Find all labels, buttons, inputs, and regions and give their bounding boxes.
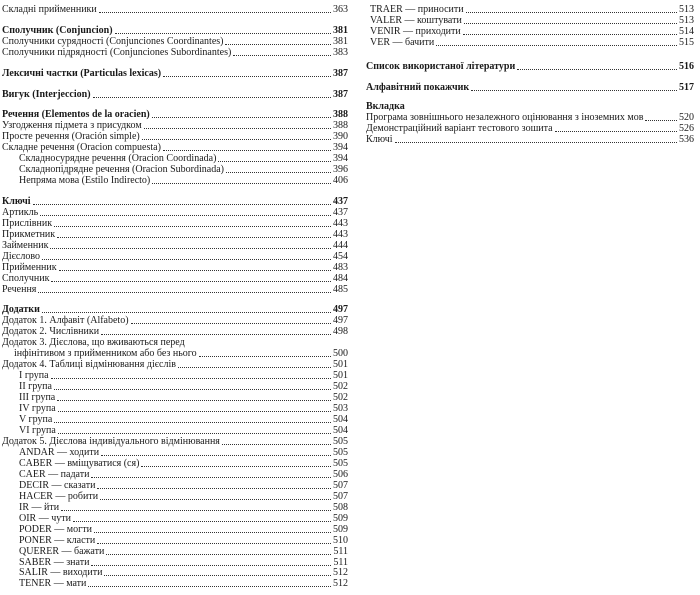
toc-page-number: 406 <box>333 175 348 186</box>
toc-entry-title: Прийменник <box>2 262 57 273</box>
toc-leader-dots <box>218 161 331 162</box>
toc-leader-dots <box>131 323 331 324</box>
toc-entry-title: Сполучник <box>2 273 50 284</box>
toc-leader-dots <box>51 378 331 379</box>
toc-entry <box>19 447 348 458</box>
toc-entry <box>366 112 694 123</box>
toc-page-number: 443 <box>333 218 348 229</box>
toc-page-number: 520 <box>679 112 694 123</box>
toc-leader-dots <box>225 44 331 45</box>
toc-entry-title: TENER — мати <box>19 578 87 589</box>
toc-entry-title: Програма зовнішнього незалежного оцінювання з іноземних мов <box>366 112 644 123</box>
toc-page-number: 387 <box>333 68 348 79</box>
toc-entry-title: SALIR — виходити <box>19 567 103 578</box>
toc-leader-dots <box>42 259 331 260</box>
toc-entry <box>2 273 348 284</box>
toc-entry-title: Сполучники сурядності (Conjunciones Coordinantes) <box>2 36 224 47</box>
toc-page-number: 381 <box>333 25 348 36</box>
toc-page-number: 504 <box>333 425 348 436</box>
toc-entry-title: Алфавітний покажчик <box>366 82 470 93</box>
toc-entry <box>19 502 348 513</box>
toc-page-number: 511 <box>333 546 348 557</box>
toc-page-number: 396 <box>333 164 348 175</box>
toc-entry <box>19 567 348 578</box>
toc-leader-dots <box>38 292 331 293</box>
toc-entry <box>2 68 348 79</box>
toc-leader-dots <box>57 400 331 401</box>
toc-leader-dots <box>141 466 331 467</box>
toc-entry-title: Дієслово <box>2 251 40 262</box>
toc-entry <box>19 469 348 480</box>
toc-page-number: 443 <box>333 229 348 240</box>
toc-page-number: 390 <box>333 131 348 142</box>
toc-leader-dots <box>100 499 331 500</box>
toc-entry-title: Ключі <box>366 134 393 145</box>
toc-entry-title: Додаток 1. Алфавіт (Alfabeto) <box>2 315 129 326</box>
toc-page-number: 506 <box>333 469 348 480</box>
toc-page-number: 500 <box>333 348 348 359</box>
toc-leader-dots <box>58 411 331 412</box>
toc-page-number: 502 <box>333 392 348 403</box>
toc-leader-dots <box>163 150 331 151</box>
toc-page-number: 511 <box>333 557 348 568</box>
toc-entry-title: III група <box>19 392 56 403</box>
toc-entry-title: HACER — робити <box>19 491 99 502</box>
toc-entry <box>19 370 348 381</box>
toc-entry <box>2 218 348 229</box>
toc-entry-title: I група <box>19 370 49 381</box>
toc-entry <box>2 4 348 15</box>
toc-entry <box>19 458 348 469</box>
toc-entry-title: Речення (Elementos de la oracien) <box>2 109 150 120</box>
toc-entry <box>2 436 348 447</box>
toc-page-number: 510 <box>333 535 348 546</box>
toc-entry-title: QUERER — бажати <box>19 546 105 557</box>
toc-entry-title: інфінітивом з прийменником або без нього <box>14 348 197 359</box>
toc-entry-title: PONER — класти <box>19 535 96 546</box>
toc-leader-dots <box>54 226 331 227</box>
toc-page-number: 536 <box>679 134 694 145</box>
toc-leader-dots <box>106 554 331 555</box>
toc-entry <box>2 304 348 315</box>
toc-entry <box>19 403 348 414</box>
toc-page-number: 513 <box>679 4 694 15</box>
toc-leader-dots <box>144 128 331 129</box>
toc-entry-title: IV група <box>19 403 56 414</box>
toc-leader-dots <box>222 444 331 445</box>
toc-entry <box>2 337 348 348</box>
toc-leader-dots <box>97 488 331 489</box>
toc-page-number: 517 <box>679 82 694 93</box>
toc-entry <box>2 47 348 58</box>
toc-page-number: 516 <box>679 61 694 72</box>
toc-leader-dots <box>57 237 331 238</box>
toc-leader-dots <box>54 422 331 423</box>
toc-entry-title: Додаток 2. Числівники <box>2 326 100 337</box>
toc-entry <box>370 4 694 15</box>
toc-entry <box>19 392 348 403</box>
toc-page-number: 501 <box>333 370 348 381</box>
toc-leader-dots <box>54 389 331 390</box>
toc-page-number: 497 <box>333 315 348 326</box>
toc-leader-dots <box>33 204 331 205</box>
toc-entry-title: Складносурядне речення (Oracion Coordinada) <box>19 153 217 164</box>
toc-page-number: 502 <box>333 381 348 392</box>
toc-page-number: 387 <box>333 89 348 100</box>
toc-entry-title: Сполучник (Conjuncion) <box>2 25 113 36</box>
toc-page-number: 507 <box>333 480 348 491</box>
toc-entry-title: VALER — коштувати <box>370 15 462 26</box>
toc-entry <box>19 546 348 557</box>
toc-leader-dots <box>178 367 331 368</box>
toc-leader-dots <box>91 477 331 478</box>
toc-entry-title: CAER — падати <box>19 469 90 480</box>
toc-entry-title: ANDAR — ходити <box>19 447 100 458</box>
toc-leader-dots <box>471 90 677 91</box>
toc-entry <box>370 26 694 37</box>
toc-page-number: 388 <box>333 120 348 131</box>
toc-page-number: 484 <box>333 273 348 284</box>
toc-entry-title: VER — бачити <box>370 37 435 48</box>
toc-page-number: 505 <box>333 447 348 458</box>
toc-page-number: 526 <box>679 123 694 134</box>
toc-page-number: 483 <box>333 262 348 273</box>
toc-entry-title: IR — йти <box>19 502 60 513</box>
toc-page-number: 505 <box>333 436 348 447</box>
toc-entry-title: SABER — знати <box>19 557 90 568</box>
toc-entry-title: Ключі <box>2 196 31 207</box>
toc-page-number: 497 <box>333 304 348 315</box>
toc-entry <box>19 535 348 546</box>
toc-entry <box>2 284 348 295</box>
toc-leader-dots <box>59 270 331 271</box>
toc-entry-title: TRAER — приносити <box>370 4 464 15</box>
toc-leader-dots <box>94 532 331 533</box>
toc-leader-dots <box>58 433 331 434</box>
toc-entry <box>19 480 348 491</box>
toc-leader-dots <box>99 12 331 13</box>
toc-page-number: 507 <box>333 491 348 502</box>
toc-entry-title: Складнопідрядне речення (Oracion Subordinada) <box>19 164 224 175</box>
toc-leader-dots <box>50 248 331 249</box>
toc-entry <box>19 414 348 425</box>
toc-leader-dots <box>395 142 677 143</box>
toc-leader-dots <box>152 183 331 184</box>
toc-entry-title: Непряма мова (Estilo Indirecto) <box>19 175 151 186</box>
toc-entry-title: OIR — чути <box>19 513 71 524</box>
toc-page-number: 394 <box>333 153 348 164</box>
toc-entry-title: Вкладка <box>366 101 405 112</box>
toc-leader-dots <box>40 215 331 216</box>
toc-page-number: 509 <box>333 524 348 535</box>
toc-leader-dots <box>73 521 331 522</box>
toc-leader-dots <box>93 97 331 98</box>
toc-entry-title: Вигук (Interjeccion) <box>2 89 91 100</box>
toc-leader-dots <box>104 575 331 576</box>
toc-page-number: 437 <box>333 207 348 218</box>
toc-entry-title: Узгодження підмета з присудком <box>2 120 142 131</box>
toc-page-number: 514 <box>679 26 694 37</box>
toc-entry-title: V група <box>19 414 53 425</box>
toc-entry-title: Список використаної літератури <box>366 61 516 72</box>
toc-entry-title: Артикль <box>2 207 39 218</box>
toc-page-number: 501 <box>333 359 348 370</box>
toc-entry <box>2 131 348 142</box>
toc-entry <box>2 25 348 36</box>
toc-entry <box>19 578 348 589</box>
toc-page-number: 381 <box>333 36 348 47</box>
toc-entry-title: Прикметник <box>2 229 56 240</box>
toc-entry-title: Додаток 5. Дієслова індивідуального відмінювання <box>2 436 220 447</box>
toc-entry-title: Речення <box>2 284 37 295</box>
toc-page-number: 485 <box>333 284 348 295</box>
toc-leader-dots <box>199 356 331 357</box>
toc-entry-title: Сполучники підрядності (Conjunciones Subordinantes) <box>2 47 232 58</box>
toc-leader-dots <box>152 117 331 118</box>
toc-entry-title: Складні прийменники <box>2 4 97 15</box>
toc-page-number: 503 <box>333 403 348 414</box>
toc-entry <box>2 196 348 207</box>
toc-entry <box>370 15 694 26</box>
toc-entry <box>2 326 348 337</box>
toc-entry <box>2 251 348 262</box>
toc-page-number: 394 <box>333 142 348 153</box>
toc-page-number: 509 <box>333 513 348 524</box>
toc-leader-dots <box>436 45 677 46</box>
toc-entry-title: VENIR — приходити <box>370 26 461 37</box>
toc-page-number: 512 <box>333 567 348 578</box>
toc-entry <box>366 134 694 145</box>
toc-entry <box>14 348 348 359</box>
toc-entry <box>19 175 348 186</box>
toc-entry-title: Займенник <box>2 240 49 251</box>
toc-entry-title: PODER — могти <box>19 524 92 535</box>
toc-entry <box>2 229 348 240</box>
toc-entry <box>2 109 348 120</box>
toc-entry <box>19 153 348 164</box>
toc-page-number: 498 <box>333 326 348 337</box>
toc-entry-title: Додатки <box>2 304 40 315</box>
toc-page-number: 504 <box>333 414 348 425</box>
toc-leader-dots <box>88 586 331 587</box>
toc-entry <box>19 491 348 502</box>
toc-page-number: 437 <box>333 196 348 207</box>
toc-entry <box>2 262 348 273</box>
toc-leader-dots <box>463 34 677 35</box>
toc-leader-dots <box>97 543 331 544</box>
toc-entry-title: Демонстраційний варіант тестового зошита <box>366 123 553 134</box>
toc-entry <box>2 36 348 47</box>
toc-page-number: 505 <box>333 458 348 469</box>
toc-leader-dots <box>645 120 677 121</box>
toc-entry-title: CABER — вміщуватися (ся) <box>19 458 140 469</box>
toc-leader-dots <box>51 281 331 282</box>
toc-entry <box>2 142 348 153</box>
toc-leader-dots <box>466 12 677 13</box>
toc-entry-title: DECIR — сказати <box>19 480 96 491</box>
toc-entry <box>366 61 694 72</box>
toc-entry <box>19 381 348 392</box>
toc-entry <box>366 82 694 93</box>
toc-page-number: 508 <box>333 502 348 513</box>
toc-entry <box>19 164 348 175</box>
toc-entry <box>366 101 694 112</box>
toc-entry <box>370 37 694 48</box>
toc-entry <box>2 240 348 251</box>
toc-leader-dots <box>101 334 331 335</box>
toc-entry <box>19 524 348 535</box>
toc-leader-dots <box>115 33 331 34</box>
toc-entry <box>19 513 348 524</box>
toc-leader-dots <box>142 139 331 140</box>
toc-entry <box>2 359 348 370</box>
toc-entry-title: Просте речення (Oración simple) <box>2 131 140 142</box>
toc-entry <box>366 123 694 134</box>
toc-entry <box>19 425 348 436</box>
toc-leader-dots <box>42 312 331 313</box>
toc-leader-dots <box>163 76 331 77</box>
toc-page-number: 454 <box>333 251 348 262</box>
toc-page-number: 512 <box>333 578 348 589</box>
toc-leader-dots <box>101 455 331 456</box>
toc-entry-title: Складне речення (Oracion compuesta) <box>2 142 161 153</box>
toc-leader-dots <box>226 172 331 173</box>
toc-entry <box>2 120 348 131</box>
toc-page-number: 444 <box>333 240 348 251</box>
toc-leader-dots <box>517 69 677 70</box>
toc-entry-title: Прислівник <box>2 218 53 229</box>
toc-page-number: 515 <box>679 37 694 48</box>
toc-entry <box>2 315 348 326</box>
toc-entry-title: VI група <box>19 425 56 436</box>
toc-entry-title: Додаток 4. Таблиці відмінювання дієслів <box>2 359 176 370</box>
toc-leader-dots <box>464 23 677 24</box>
toc-leader-dots <box>91 565 331 566</box>
toc-entry <box>2 89 348 100</box>
toc-leader-dots <box>555 131 677 132</box>
toc-page-number: 388 <box>333 109 348 120</box>
toc-entry-title: Додаток 3. Дієслова, що вживаються перед <box>2 337 185 348</box>
toc-page-number: 383 <box>333 47 348 58</box>
toc-page-number: 513 <box>679 15 694 26</box>
toc-leader-dots <box>61 510 331 511</box>
toc-leader-dots <box>233 55 331 56</box>
toc-entry-title: II група <box>19 381 52 392</box>
toc-entry-title: Лексичні частки (Particulas lexicas) <box>2 68 162 79</box>
toc-entry <box>2 207 348 218</box>
toc-page-number: 363 <box>333 4 348 15</box>
